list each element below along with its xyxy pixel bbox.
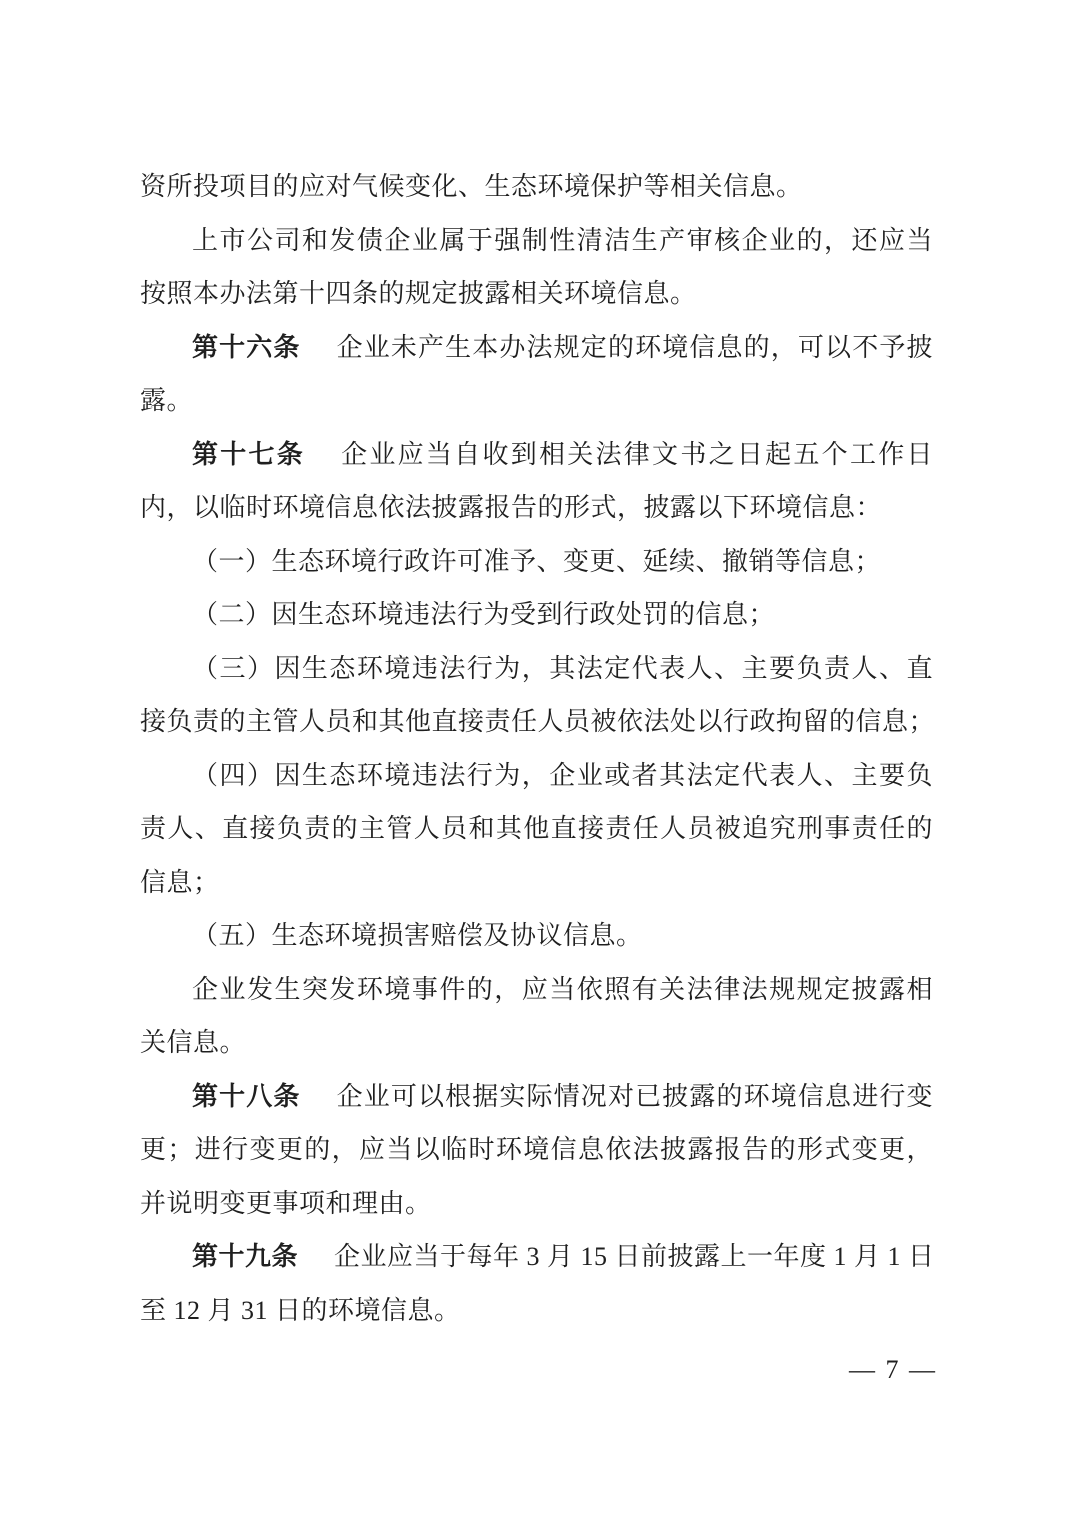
page-number: — 7 — [849, 1355, 937, 1384]
line-text: 至 12 月 31 日的环境信息。 [140, 1295, 461, 1325]
line-text: （五）生态环境损害赔偿及协议信息。 [192, 921, 643, 950]
text-line [140, 749, 933, 803]
line-text: 资所投项目的应对气候变化、生态环境保护等相关信息。 [140, 172, 803, 201]
line-text: （二）因生态环境违法行为受到行政处罚的信息； [192, 600, 776, 629]
text-line [140, 695, 936, 749]
text-line [140, 1016, 933, 1070]
line-text: 企业应当自收到相关法律文书之日起五个工作日 [341, 439, 933, 469]
article-number: 第十八条 [192, 1080, 301, 1111]
text-line [140, 321, 933, 375]
text-line [140, 963, 933, 1017]
line-text: 更；进行变更的，应当以临时环境信息依法披露报告的形式变更， [140, 1135, 933, 1164]
text-line [140, 802, 933, 856]
text-line [140, 588, 933, 642]
text-body [140, 160, 936, 1337]
line-text: 信息； [140, 867, 220, 897]
text-line [140, 214, 933, 268]
text-line [140, 428, 933, 482]
line-text: 企业未产生本办法规定的环境信息的，可以不予披 [336, 332, 933, 362]
line-text: （三）因生态环境违法行为，其法定代表人、主要负责人、直 [192, 653, 933, 683]
line-text: 并说明变更事项和理由。 [140, 1188, 432, 1218]
text-line [140, 1230, 933, 1284]
text-line [140, 1123, 933, 1177]
text-line [140, 267, 933, 321]
text-line [140, 642, 933, 696]
line-text: （一）生态环境行政许可准予、变更、延续、撤销等信息； [192, 546, 882, 576]
text-line [140, 1070, 933, 1124]
article-number: 第十九条 [192, 1241, 299, 1271]
line-text: 按照本办法第十四条的规定披露相关环境信息。 [140, 279, 697, 308]
text-line [140, 481, 933, 535]
line-text: 内，以临时环境信息依法披露报告的形式，披露以下环境信息： [140, 493, 883, 522]
text-line [140, 856, 933, 910]
line-text: 企业发生突发环境事件的，应当依照有关法律法规规定披露相 [192, 974, 933, 1004]
line-text: （四）因生态环境违法行为，企业或者其法定代表人、主要负 [192, 760, 933, 790]
text-line [140, 374, 933, 428]
line-text: 企业可以根据实际情况对已披露的环境信息进行变 [336, 1081, 933, 1111]
text-line [140, 1177, 933, 1231]
text-line [140, 1284, 933, 1338]
article-number: 第十七条 [192, 438, 306, 469]
line-text: 上市公司和发债企业属于强制性清洁生产审核企业的，还应当 [192, 225, 933, 255]
text-line [140, 160, 933, 214]
line-text: 责人、直接负责的主管人员和其他直接责任人员被追究刑事责任的 [140, 814, 933, 843]
text-line [140, 535, 933, 589]
line-text: 关信息。 [140, 1028, 247, 1057]
line-text: 接负责的主管人员和其他直接责任人员被依法处以行政拘留的信息； [140, 707, 936, 736]
line-text: 企业应当于每年 3 月 15 日前披露上一年度 1 月 1 日 [334, 1242, 935, 1271]
line-text: 露。 [140, 386, 194, 415]
article-number: 第十六条 [192, 331, 301, 362]
text-line [140, 909, 933, 963]
